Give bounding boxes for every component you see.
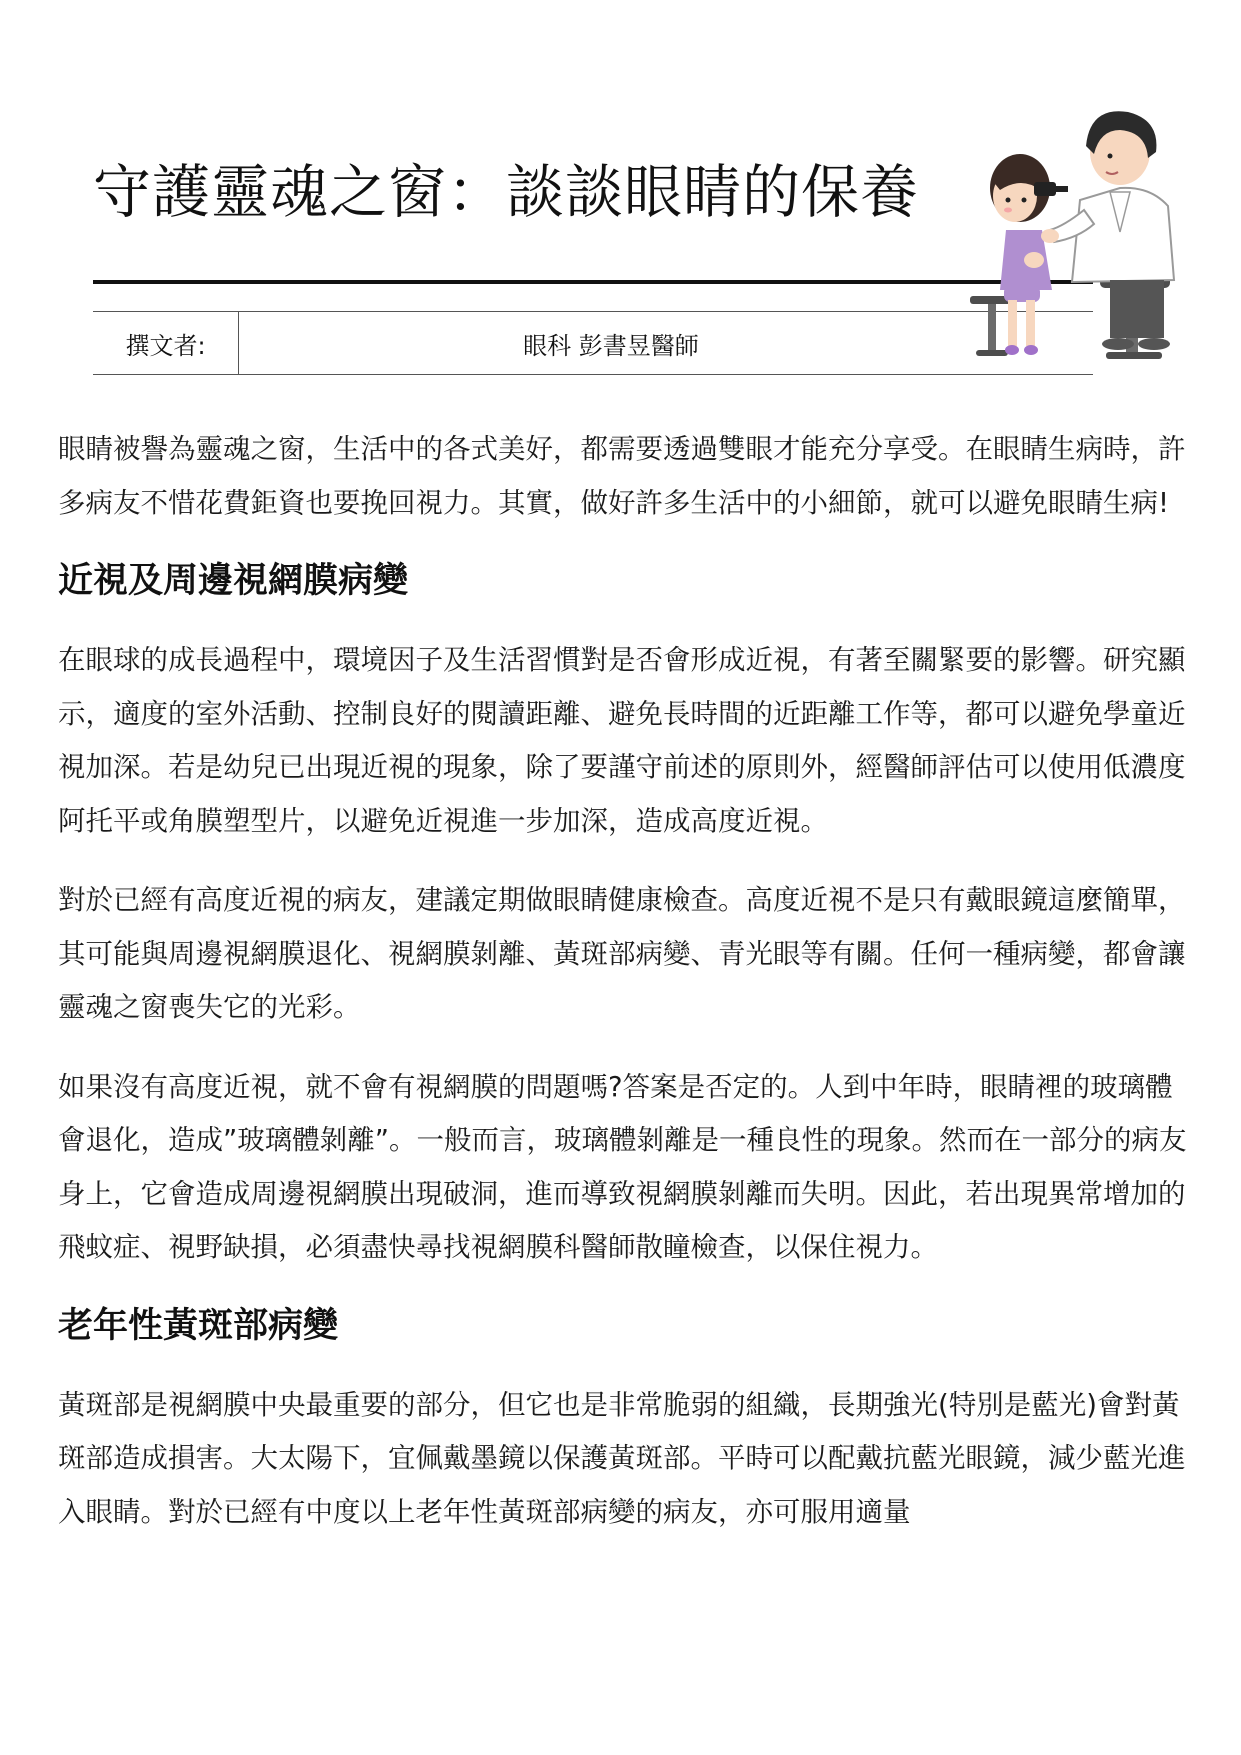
macular-paragraph: 黃斑部是視網膜中央最重要的部分，但它也是非常脆弱的組織，長期強光(特別是藍光)會對黃斑部造成損害。大太陽下，宜佩戴墨鏡以保護黃斑部。平時可以配戴抗藍光眼鏡，減少藍光進入眼睛。對於已經有中度以上老年性黃斑部病變的病友，亦可服用適量 <box>58 1388 1186 1528</box>
author-label: 撰文者: <box>93 312 239 374</box>
author-table <box>93 311 1093 375</box>
author-name: 眼科 彭書昱醫師 <box>523 331 699 360</box>
title-divider <box>93 280 1093 284</box>
article-body <box>58 423 1188 1565</box>
eye-exam-illustration <box>960 100 1180 380</box>
section-heading-macular: 老年性黃斑部病變 <box>58 1305 339 1346</box>
section-heading-myopia: 近視及周邊視網膜病變 <box>58 561 409 601</box>
doctor <box>1034 111 1174 350</box>
vitreous-paragraph: 如果沒有高度近視，就不會有視網膜的問題嗎?答案是否定的。人到中年時，眼睛裡的玻璃體會退化，造成”玻璃體剝離”。一般而言，玻璃體剝離是一種良性的現象。然而在一部分的病友身上，它會造成周邊視網膜出現破洞，進而導致視網膜剝離而失明。因此，若出現異常增加的飛蚊症、視野缺損，必須盡快尋找視網膜科醫師散瞳檢查，以保住視力。 <box>58 1070 1187 1263</box>
myopia-paragraph: 在眼球的成長過程中，環境因子及生活習慣對是否會形成近視，有著至關緊要的影響。研究顯示，適度的室外活動、控制良好的閱讀距離、避免長時間的近距離工作等，都可以避免學童近視加深。若是幼兒已出現近視的現象，除了要謹守前述的原則外，經醫師評估可以使用低濃度阿托平或角膜塑型片，以避免近視進一步加深，造成高度近視。 <box>58 644 1186 837</box>
intro-paragraph: 眼睛被譽為靈魂之窗，生活中的各式美好，都需要透過雙眼才能充分享受。在眼睛生病時，許多病友不惜花費鉅資也要挽回視力。其實，做好許多生活中的小細節，就可以避免眼睛生病! <box>58 433 1186 519</box>
article-title: 守護靈魂之窗：談談眼睛的保養 <box>93 158 920 226</box>
high-myopia-paragraph: 對於已經有高度近視的病友，建議定期做眼睛健康檢查。高度近視不是只有戴眼鏡這麼簡單，其可能與周邊視網膜退化、視網膜剝離、黃斑部病變、青光眼等有關。任何一種病變，都會讓靈魂之窗喪失它的光彩。 <box>58 884 1186 1023</box>
